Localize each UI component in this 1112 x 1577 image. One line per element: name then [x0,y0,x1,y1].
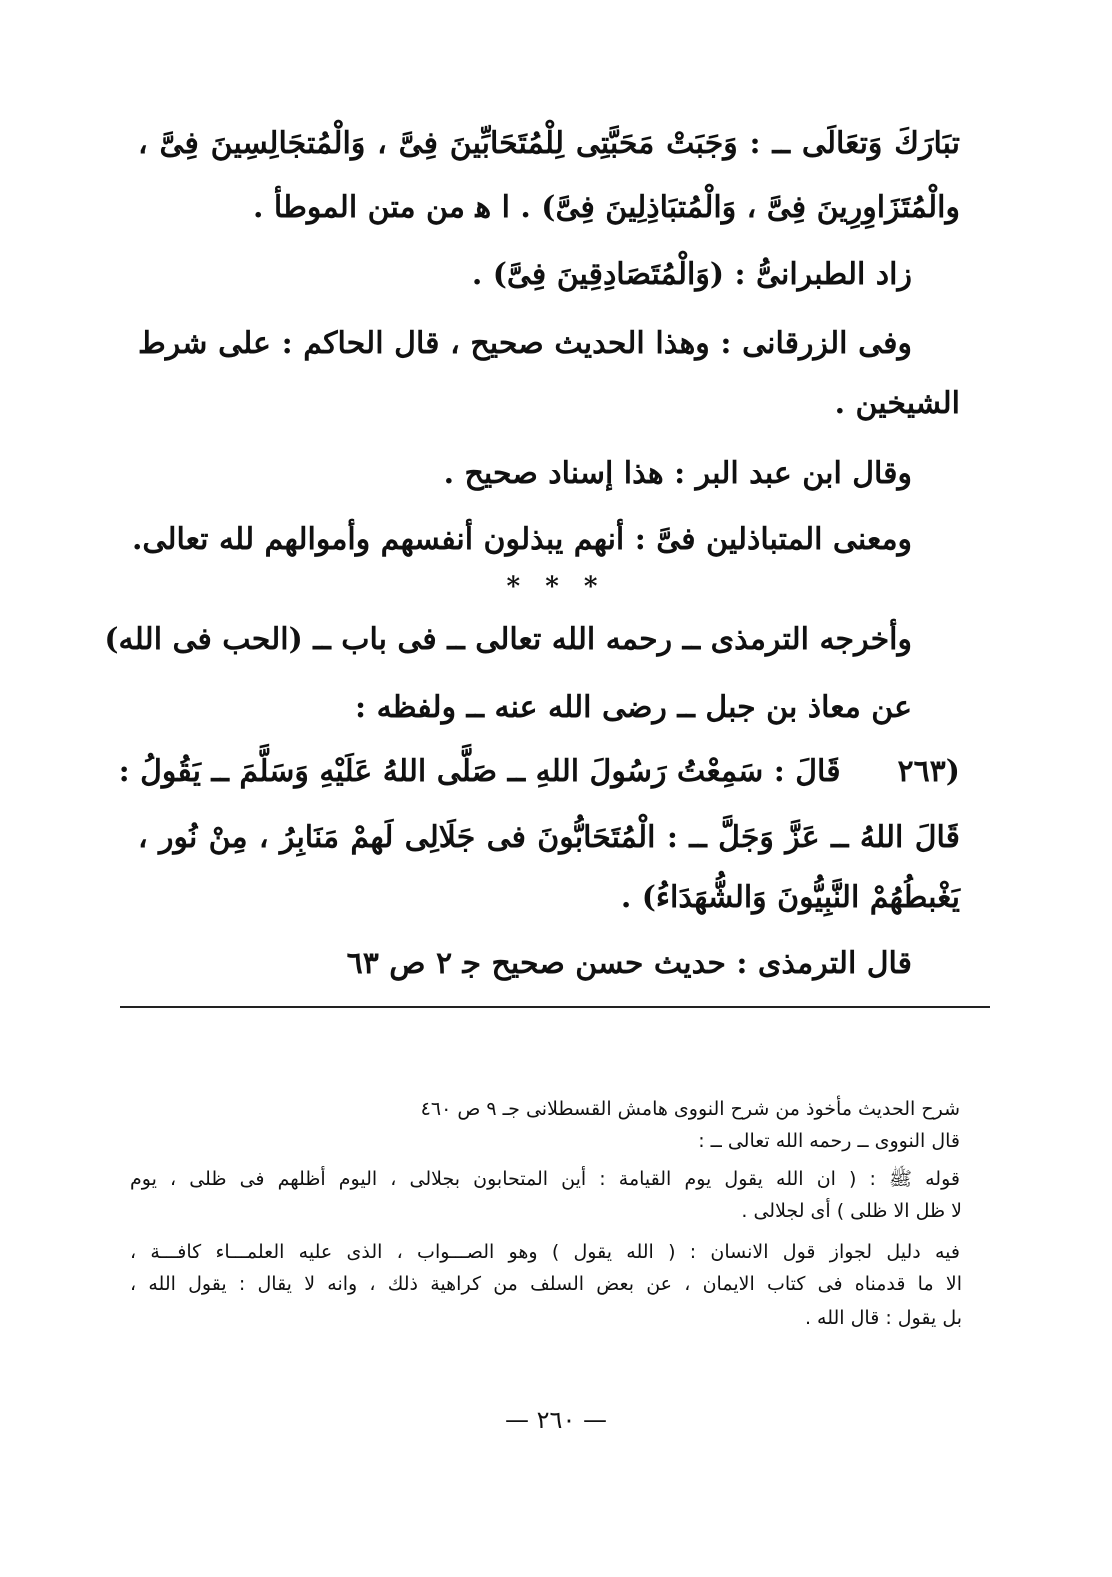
section-separator-stars: * * * [506,572,606,602]
page-number: — ٢٦٠ — [505,1406,607,1434]
text-line-5: الشيخين . [834,386,960,421]
hadith-line-3: يَغْبطُهُمْ النَّبِيُّونَ وَالشُّهَدَاءُ) . [620,880,960,915]
text-line-7: ومعنى المتباذلين فىَّ : أنهم يبذلون أنفسهم وأموالهم لله تعالى. [131,522,912,557]
footnote-line-1: شرح الحديث مأخوذ من شرح النووى هامش القسطلانى جـ ٩ ص ٤٦٠ [420,1098,960,1120]
text-line-4: وفى الزرقانى : وهذا الحديث صحيح ، قال الحاكم : على شرط [138,326,912,361]
text-line-9: عن معاذ بن جبل ــ رضى الله عنه ــ ولفظه : [355,690,912,725]
hadith-line-2: قَالَ اللهُ ــ عَزَّ وَجَلَّ ــ : الْمُتَحَابُّونَ فى جَلَالِى لَهمْ مَنَابِرُ ، مِنْ نُور ، [138,820,960,855]
text-line-1: تبَارَكَ وَتعَالَى ــ : وَجَبَتْ مَحَبَّتِى لِلْمُتَحَابِّينَ فِىَّ ، وَالْمُتجَالِسِينَ فِىَّ ، [138,126,960,161]
footnote-line-2: قال النووى ــ رحمه الله تعالى ــ : [698,1130,960,1152]
text-line-10: قال الترمذى : حديث حسن صحيح ﺟ ٢ ص ٦٣ [346,946,912,981]
hadith-line-1 [118,752,960,792]
hadith-line-1-text: قَالَ : سَمِعْتُ رَسُولَ اللهِ ــ صَلَّى اللهُ عَلَيْهِ وَسَلَّمَ ــ يَقُولُ : [118,754,841,789]
footnote-divider [120,1006,990,1008]
footnote-line-4: لا ظل الا ظلى ) أى لجلالى . [741,1200,962,1222]
footnote-line-6: الا ما قدمناه فى كتاب الايمان ، عن بعض السلف من كراهية ذلك ، وانه لا يقال : يقول الله ، [130,1273,962,1295]
text-line-6: وقال ابن عبد البر : هذا إسناد صحيح . [443,456,912,491]
hadith-number: (٢٦٣ [897,754,960,789]
text-line-8: وأخرجه الترمذى ــ رحمه الله تعالى ــ فى باب ــ (الحب فى الله) [104,622,912,657]
footnote-line-3: قوله ﷺ : ( ان الله يقول يوم القيامة : أين المتحابون بجلالى ، اليوم أظلهم فى ظلى ، يوم [130,1168,960,1190]
footnote-line-5: فيه دليل لجواز قول الانسان : ( الله يقول ) وهو الصـــواب ، الذى عليه العلمـــاء كافـــة ، [130,1241,960,1263]
text-line-2: والْمُتَزَاوِرِينَ فِىَّ ، وَالْمُتبَاذِلِينَ فِىَّ) . ا ﻫ من متن الموطأ . [252,190,960,225]
footnote-line-7: بل يقول : قال الله . [804,1307,962,1329]
text-line-3: زاد الطبرانىُّ : (وَالْمُتَصَادِقِينَ فِىَّ) . [471,257,912,292]
